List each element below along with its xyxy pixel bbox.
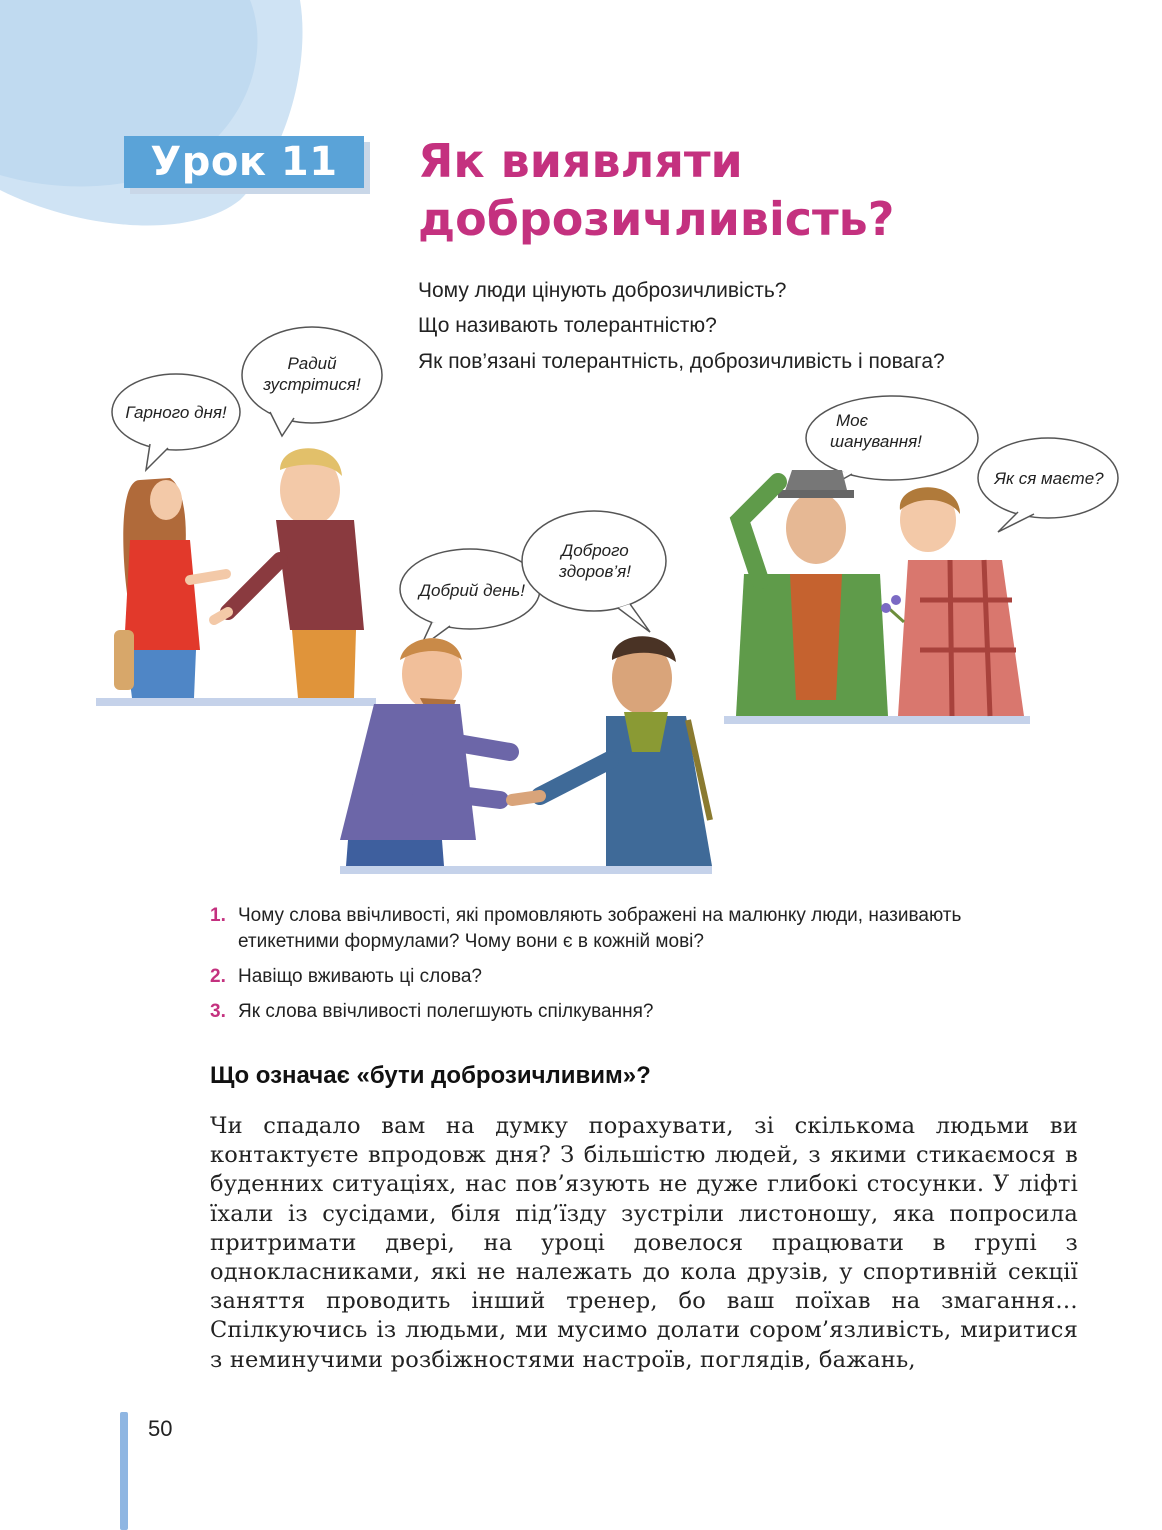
bubble-old-man-text [830, 410, 960, 452]
section-body-text: Чи спадало вам на думку порахувати, зі скількома людьми ви контактуєте впродовж дня? З більшістю людей, з якими стикаємося в буденних ситуаціях, нас пов’язують не дуже глибокі стосунки. У ліфті їхали із сусідами, біля під’їзду зустріли листоношу, яка попросила притримати двері, на уроці довелося працювати в групі з однокласниками, які не належать до кола друзів, у спортивній секції заняття проводить інший тренер, бо ваш поїхав на змагання… Спілкуючись із людьми, ми мусимо долати сором’язливість, миритися з неминучими розбіжностями настроїв, поглядів, бажань, [210, 1113, 1078, 1373]
bearded-man-figure [340, 638, 510, 866]
question-text: Як слова ввічливості полегшують спілкування? [238, 1001, 654, 1022]
question-number: 3. [210, 1001, 226, 1022]
question-number: 2. [210, 966, 226, 987]
question-item [210, 903, 1030, 955]
page-margin-bar [120, 1412, 128, 1530]
bubble-youth-line-2: здоров’я! [559, 562, 631, 581]
question-text: Навіщо вживають ці слова? [238, 966, 482, 987]
bubble-girl-text: Гарного дня! [125, 403, 227, 422]
bubble-old-man-line-1: Моє [836, 411, 869, 430]
ground-line-right [724, 716, 1030, 724]
boy-figure [214, 448, 364, 698]
lesson-tag: Урок 11 [124, 136, 364, 188]
page-number: 50 [148, 1416, 173, 1441]
question-list [210, 903, 1030, 1034]
lesson-title-line-1: Як виявляти [418, 134, 743, 188]
intro-question-3: Як пов’язані толерантність, доброзичливість і повага? [418, 350, 945, 373]
girl-figure [114, 478, 226, 698]
bubble-youth-line-1: Доброго [561, 541, 629, 560]
bubble-boy-line-1: Радий [287, 354, 337, 373]
question-number: 1. [210, 905, 226, 926]
bubble-youth-text [530, 540, 660, 582]
bubble-man-text: Добрий день! [419, 581, 525, 600]
intro-question-1: Чому люди цінують доброзичливість? [418, 279, 787, 302]
bubble-boy-line-2: зустрітися! [263, 375, 361, 394]
ground-line-left [96, 698, 376, 706]
section-heading: Що означає «бути доброзичливим»? [210, 1062, 651, 1089]
lesson-title-line-2: доброзичливість? [418, 192, 895, 246]
old-man-figure [736, 470, 888, 716]
bubble-woman-text: Як ся маєте? [994, 469, 1104, 488]
intro-question-2: Що називають толерантністю? [418, 314, 717, 337]
bubble-old-man-line-2: шанування! [830, 432, 922, 451]
woman-figure [881, 487, 1024, 716]
question-item [210, 964, 1030, 990]
question-text: Чому слова ввічливості, які промовляють зображені на малюнку люди, називають етикетними формулами? Чому вони є в кожній мові? [238, 905, 962, 952]
question-item [210, 999, 1030, 1025]
youth-figure [512, 636, 712, 866]
bubble-boy-text [246, 353, 378, 395]
ground-line-center [340, 866, 712, 874]
